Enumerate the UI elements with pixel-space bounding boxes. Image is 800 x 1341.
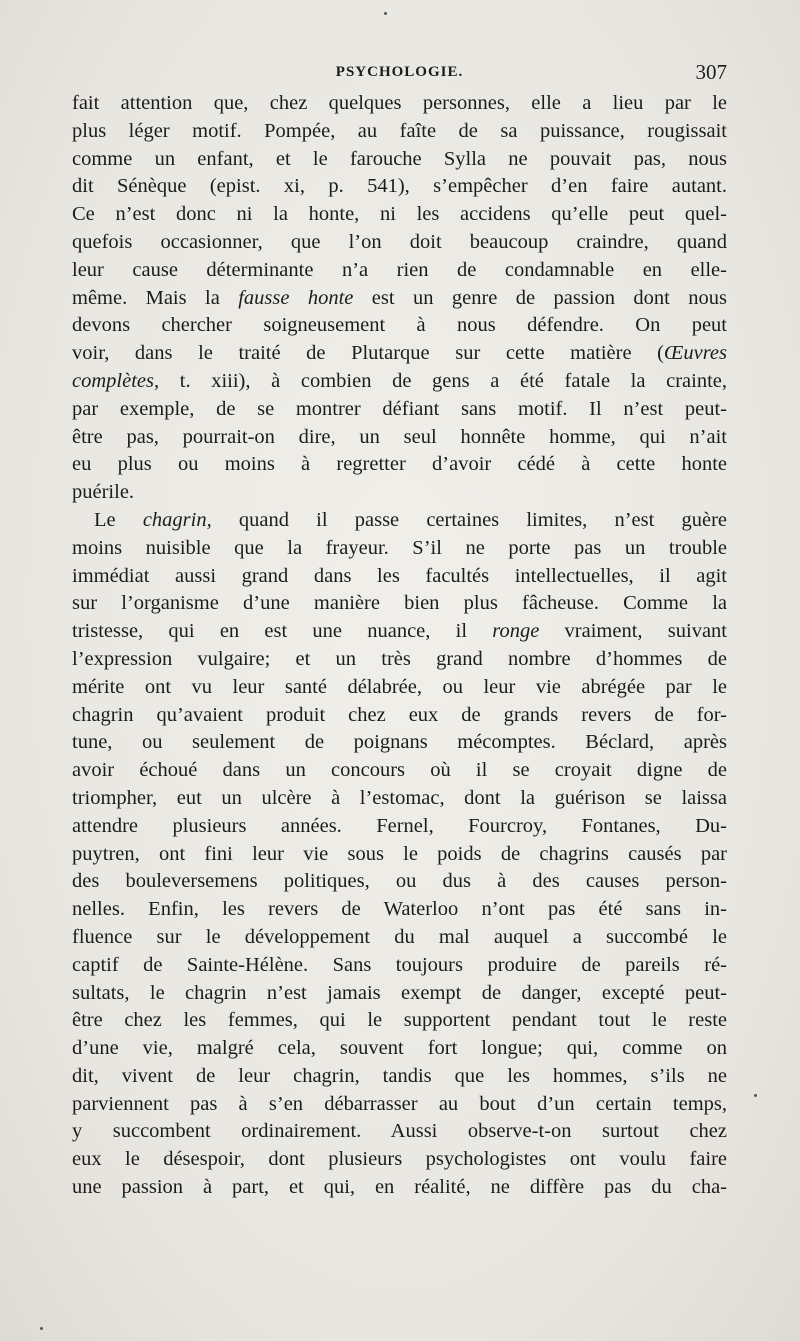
text-segment: tristesse, qui en est une nuance, il	[72, 620, 493, 643]
text-line	[72, 257, 727, 285]
text-line	[72, 201, 727, 229]
text-segment: d’une vie, malgré cela, souvent fort longue; qui, comme on	[72, 1037, 727, 1060]
text-segment: captif de Sainte-Hélène. Sans toujours produire de pareils ré-	[72, 953, 727, 976]
text-line	[72, 90, 727, 118]
text-line	[72, 674, 727, 702]
print-speck	[40, 1327, 43, 1330]
text-segment: voir, dans le traité de Plutarque sur cette matière (	[72, 342, 664, 365]
text-line	[72, 896, 727, 924]
text-line	[72, 368, 727, 396]
text-line	[72, 757, 727, 785]
italic-text: ronge	[492, 620, 540, 643]
text-segment: plus léger motif. Pompée, au faîte de sa puissance, rougissait	[72, 119, 727, 142]
text-segment: par exemple, de se montrer défiant sans motif. Il n’est peut-	[72, 397, 727, 420]
text-line	[72, 1091, 727, 1119]
italic-text: fausse honte	[238, 286, 354, 309]
text-segment: avoir échoué dans un concours où il se croyait digne de	[72, 759, 727, 782]
text-line	[72, 1035, 727, 1063]
text-segment: leur cause déterminante n’a rien de condamnable en elle-	[72, 258, 727, 281]
text-line	[72, 1063, 727, 1091]
print-speck	[384, 12, 387, 15]
text-line	[72, 1007, 727, 1035]
text-segment: devons chercher soigneusement à nous défendre. On peut	[72, 314, 727, 337]
text-line	[72, 646, 727, 674]
text-line	[72, 1174, 727, 1202]
text-segment: fluence sur le développement du mal auquel a succombé le	[72, 925, 727, 948]
text-segment: mérite ont vu leur santé délabrée, ou leur vie abrégée par le	[72, 675, 727, 698]
text-segment: Ce n’est donc ni la honte, ni les accidens qu’elle peut quel-	[72, 203, 727, 226]
italic-text: complètes,	[72, 369, 160, 392]
text-segment: chagrin qu’avaient produit chez eux de grands revers de for-	[72, 703, 727, 726]
text-segment: triompher, eut un ulcère à l’estomac, dont la guérison se laissa	[72, 786, 727, 809]
text-segment: est un genre de passion dont nous	[353, 286, 727, 309]
text-line	[72, 424, 727, 452]
text-segment: une passion à part, et qui, en réalité, ne diffère pas du cha-	[72, 1176, 727, 1199]
italic-text: chagrin,	[142, 508, 212, 531]
text-line	[72, 340, 727, 368]
text-line	[72, 924, 727, 952]
text-line	[72, 535, 727, 563]
print-speck	[754, 1094, 757, 1097]
text-segment: attendre plusieurs années. Fernel, Fourcroy, Fontanes, Du-	[72, 814, 727, 837]
text-line	[72, 146, 727, 174]
text-segment: fait attention que, chez quelques personnes, elle a lieu par le	[72, 92, 727, 114]
text-segment: eu plus ou moins à regretter d’avoir cédé à cette honte	[72, 453, 727, 476]
text-segment: nelles. Enfin, les revers de Waterloo n’ont pas été sans in-	[72, 898, 727, 921]
text-line	[72, 952, 727, 980]
text-line	[72, 312, 727, 340]
text-line	[72, 813, 727, 841]
text-line	[72, 841, 727, 869]
text-segment: immédiat aussi grand dans les facultés intellectuelles, il agit	[72, 564, 727, 587]
text-segment: des bouleversemens politiques, ou dus à des causes person-	[72, 870, 727, 893]
text-line	[72, 507, 727, 535]
body-text	[72, 90, 727, 1202]
text-segment: puytren, ont fini leur vie sous le poids de chagrins causés par	[72, 842, 727, 865]
text-line	[72, 229, 727, 257]
running-title: PSYCHOLOGIE.	[335, 64, 464, 80]
text-segment: eux le désespoir, dont plusieurs psychologistes ont voulu faire	[72, 1148, 727, 1171]
text-segment: comme un enfant, et le farouche Sylla ne pouvait pas, nous	[72, 147, 727, 170]
text-segment: parviennent pas à s’en débarrasser au bout d’un certain temps,	[72, 1092, 727, 1115]
text-segment: moins nuisible que la frayeur. S’il ne porte pas un trouble	[72, 536, 727, 559]
text-segment: t. xiii), à combien de gens a été fatale la crainte,	[159, 369, 727, 392]
text-line	[72, 479, 727, 507]
page-number: 307	[695, 60, 727, 84]
text-line	[72, 396, 727, 424]
text-line	[72, 590, 727, 618]
text-segment: y succombent ordinairement. Aussi observe-t-on surtout chez	[72, 1120, 727, 1143]
text-line	[72, 1146, 727, 1174]
text-line	[72, 729, 727, 757]
text-line	[72, 618, 727, 646]
text-line	[72, 868, 727, 896]
text-segment: dit Sénèque (epist. xi, p. 541), s’empêcher d’en faire autant.	[72, 175, 727, 198]
text-segment: être pas, pourrait-on dire, un seul honnête homme, qui n’ait	[72, 425, 727, 448]
text-line	[72, 1118, 727, 1146]
text-line	[72, 285, 727, 313]
text-line	[72, 702, 727, 730]
text-segment: l’expression vulgaire; et un très grand nombre d’hommes de	[72, 647, 727, 670]
text-line	[72, 451, 727, 479]
text-segment: vraiment, suivant	[539, 620, 727, 643]
text-segment: quand il passe certaines limites, n’est guère	[211, 508, 727, 531]
running-head	[72, 62, 727, 88]
text-line	[72, 173, 727, 201]
text-segment: tune, ou seulement de poignans mécomptes. Béclard, après	[72, 731, 727, 754]
italic-text: Œuvres	[664, 342, 727, 365]
text-line	[72, 785, 727, 813]
text-line	[72, 118, 727, 146]
text-segment: sur l’organisme d’une manière bien plus fâcheuse. Comme la	[72, 592, 727, 615]
text-segment: puérile.	[72, 481, 135, 504]
text-line	[72, 980, 727, 1008]
text-segment: quefois occasionner, que l’on doit beaucoup craindre, quand	[72, 230, 727, 253]
text-segment: même. Mais la	[72, 286, 239, 309]
text-segment: être chez les femmes, qui le supportent pendant tout le reste	[72, 1009, 727, 1032]
text-segment: Le	[94, 508, 143, 531]
text-line	[72, 563, 727, 591]
text-segment: sultats, le chagrin n’est jamais exempt de danger, excepté peut-	[72, 981, 727, 1004]
text-segment: dit, vivent de leur chagrin, tandis que les hommes, s’ils ne	[72, 1064, 727, 1087]
